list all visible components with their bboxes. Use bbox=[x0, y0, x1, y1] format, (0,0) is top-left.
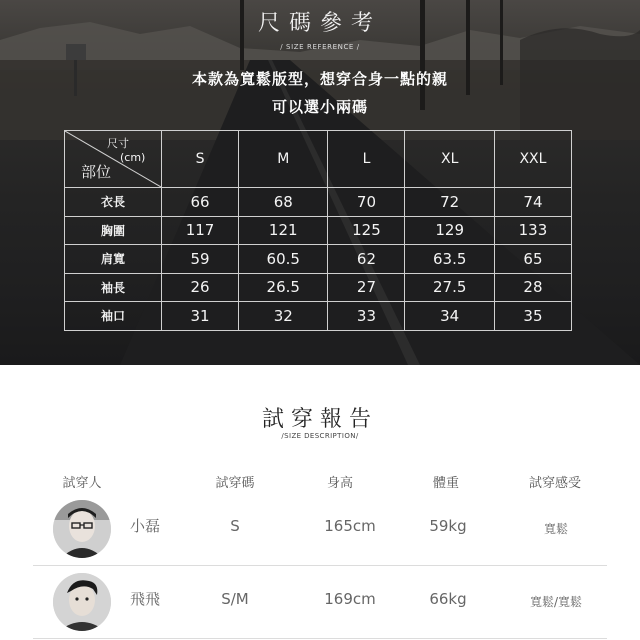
table-cell: 62 bbox=[328, 245, 405, 274]
tester-size: S/M bbox=[221, 590, 249, 608]
table-cell: 125 bbox=[328, 216, 405, 245]
table-cell: 74 bbox=[494, 188, 571, 217]
table-cell: 70 bbox=[328, 188, 405, 217]
table-cell: 59 bbox=[162, 245, 239, 274]
corner-size-label: 尺寸 bbox=[107, 137, 129, 150]
size-header-m: M bbox=[239, 131, 328, 188]
table-cell: 26.5 bbox=[239, 273, 328, 302]
table-row bbox=[65, 245, 572, 274]
fit-report-title: 試穿報告 bbox=[261, 407, 378, 432]
tester-height: 169cm bbox=[324, 590, 376, 608]
corner-part-label: 部位 bbox=[81, 163, 112, 181]
row-label-sleeve: 袖長 bbox=[65, 273, 162, 302]
table-cell: 28 bbox=[494, 273, 571, 302]
size-chart-title: 尺碼參考 bbox=[257, 11, 382, 36]
tester-feeling: 寬鬆/寬鬆 bbox=[529, 595, 583, 609]
person-avatar-icon bbox=[53, 573, 111, 631]
table-cell: 68 bbox=[239, 188, 328, 217]
fit-note-line-1: 本款為寬鬆版型，想穿合身一點的親 bbox=[191, 70, 448, 88]
table-cell: 35 bbox=[494, 302, 571, 331]
tester-height: 165cm bbox=[324, 517, 376, 535]
table-cell: 129 bbox=[405, 216, 494, 245]
header-height: 身高 bbox=[326, 476, 353, 491]
table-row bbox=[65, 216, 572, 245]
tester-weight: 59kg bbox=[429, 517, 467, 535]
table-cell: 31 bbox=[162, 302, 239, 331]
table-cell: 117 bbox=[162, 216, 239, 245]
avatar bbox=[53, 500, 111, 558]
person-avatar-icon bbox=[53, 500, 111, 558]
table-row bbox=[65, 188, 572, 217]
tester-row bbox=[33, 493, 607, 566]
corner-unit-label: (cm) bbox=[120, 151, 146, 164]
avatar bbox=[53, 573, 111, 631]
size-header-row bbox=[65, 131, 572, 188]
table-cell: 26 bbox=[162, 273, 239, 302]
table-cell: 27.5 bbox=[405, 273, 494, 302]
tester-feeling: 寬鬆 bbox=[543, 522, 568, 536]
table-cell: 60.5 bbox=[239, 245, 328, 274]
tester-weight: 66kg bbox=[429, 590, 467, 608]
row-label-chest: 胸圍 bbox=[65, 216, 162, 245]
table-cell: 34 bbox=[405, 302, 494, 331]
table-cell: 33 bbox=[328, 302, 405, 331]
table-cell: 27 bbox=[328, 273, 405, 302]
row-label-length: 衣長 bbox=[65, 188, 162, 217]
header-feeling: 試穿感受 bbox=[528, 476, 581, 491]
table-row bbox=[65, 273, 572, 302]
size-header-xl: XL bbox=[405, 131, 494, 188]
table-cell: 121 bbox=[239, 216, 328, 245]
header-size: 試穿碼 bbox=[215, 476, 255, 491]
header-tester: 試穿人 bbox=[62, 476, 102, 491]
size-table-corner bbox=[65, 131, 162, 188]
row-label-cuff: 袖口 bbox=[65, 302, 162, 331]
size-header-s: S bbox=[162, 131, 239, 188]
table-cell: 72 bbox=[405, 188, 494, 217]
size-header-l: L bbox=[328, 131, 405, 188]
table-cell: 65 bbox=[494, 245, 571, 274]
tester-name: 小磊 bbox=[129, 517, 160, 535]
table-cell: 32 bbox=[239, 302, 328, 331]
tester-row bbox=[33, 566, 607, 639]
fit-note-line-2: 可以選小兩碼 bbox=[271, 98, 368, 116]
table-cell: 63.5 bbox=[405, 245, 494, 274]
row-label-shoulder: 肩寬 bbox=[65, 245, 162, 274]
header-weight: 體重 bbox=[432, 476, 459, 491]
table-cell: 133 bbox=[494, 216, 571, 245]
size-table bbox=[64, 130, 572, 331]
size-header-xxl: XXL bbox=[494, 131, 571, 188]
size-chart-subtitle: / SIZE REFERENCE / bbox=[280, 43, 360, 51]
table-row bbox=[65, 302, 572, 331]
tester-name: 飛飛 bbox=[129, 590, 160, 608]
tester-size: S bbox=[230, 517, 240, 535]
fit-report-subtitle: /SIZE DESCRIPTION/ bbox=[281, 432, 359, 440]
table-cell: 66 bbox=[162, 188, 239, 217]
